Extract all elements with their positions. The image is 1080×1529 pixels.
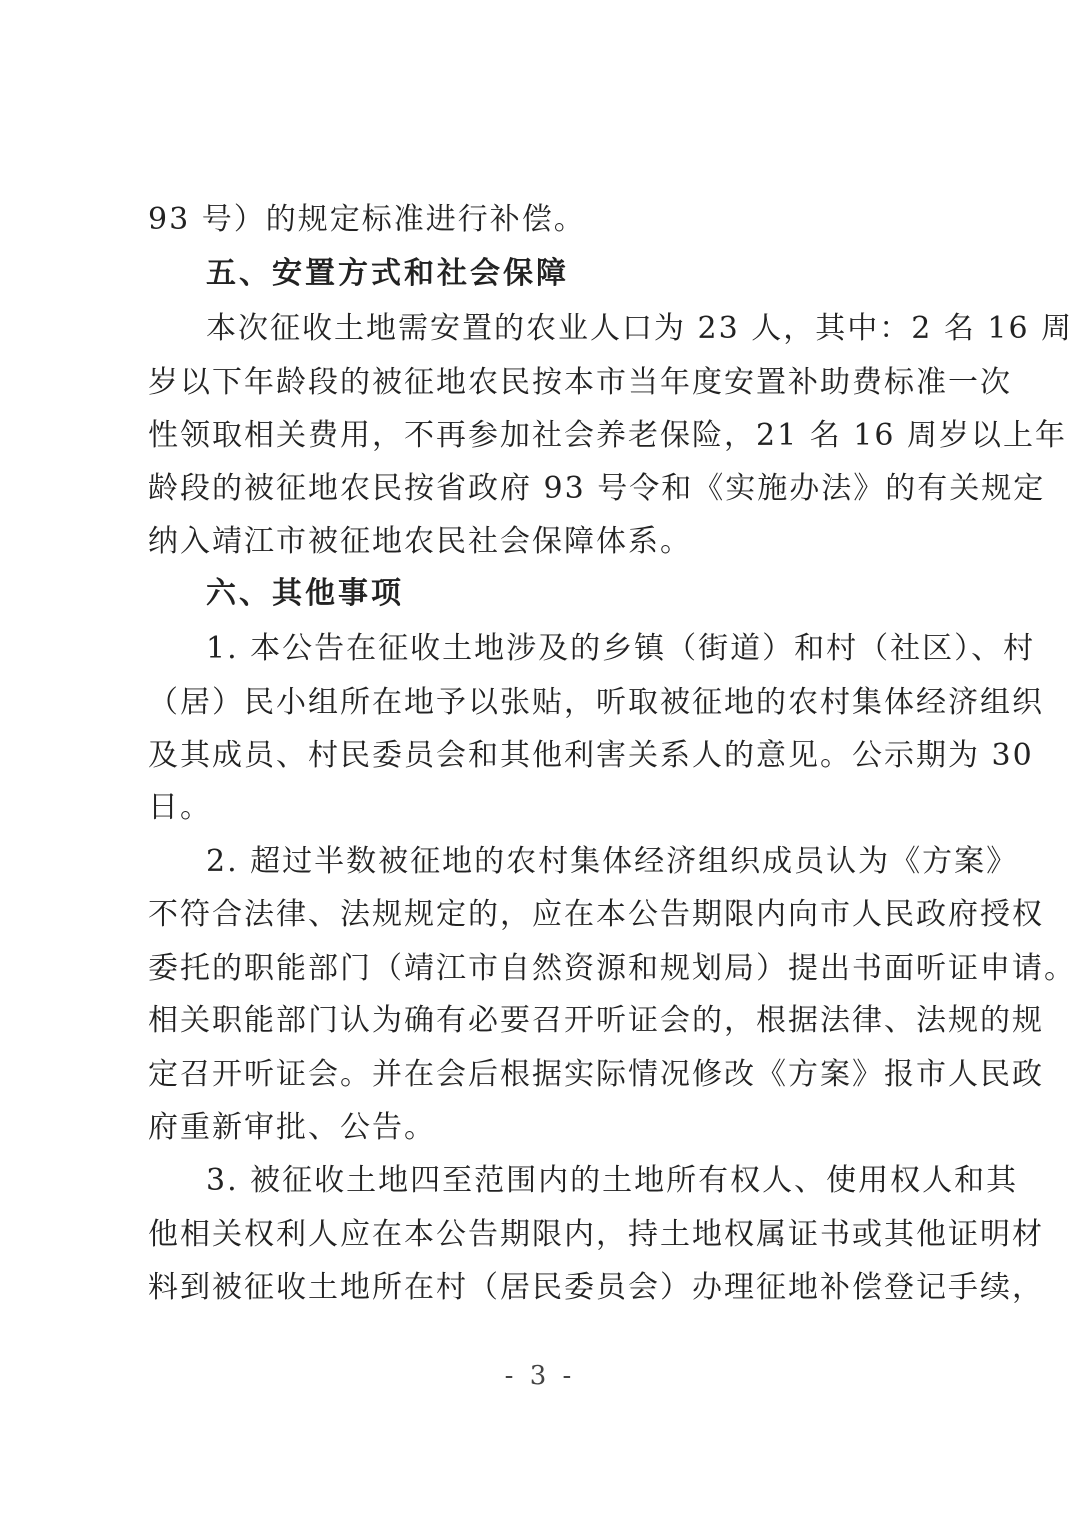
- page-number: - 3 -: [504, 1361, 576, 1391]
- paragraph-line: 纳入靖江市被征地农民社会保障体系。: [148, 524, 692, 559]
- paragraph-line: 相关职能部门认为确有必要召开听证会的，根据法律、法规的规: [148, 1003, 1044, 1038]
- paragraph-line: 不符合法律、法规规定的，应在本公告期限内向市人民政府授权: [148, 897, 1044, 932]
- paragraph-line: 委托的职能部门（靖江市自然资源和规划局）提出书面听证申请。: [148, 951, 1076, 986]
- paragraph-line: 料到被征收土地所在村（居民委员会）办理征地补偿登记手续，: [148, 1270, 1044, 1305]
- paragraph-line: 及其成员、村民委员会和其他利害关系人的意见。公示期为 30: [148, 738, 1034, 773]
- paragraph-line: 府重新审批、公告。: [148, 1110, 436, 1145]
- paragraph-line: 定召开听证会。并在会后根据实际情况修改《方案》报市人民政: [148, 1057, 1044, 1092]
- paragraph-line: 3. 被征收土地四至范围内的土地所有权人、使用权人和其: [206, 1163, 1019, 1198]
- paragraph-line: 龄段的被征地农民按省政府 93 号令和《实施办法》的有关规定: [148, 471, 1046, 506]
- paragraph-line: 93 号）的规定标准进行补偿。: [148, 202, 586, 237]
- paragraph-line: 1. 本公告在征收土地涉及的乡镇（街道）和村（社区）、村: [206, 631, 1036, 666]
- paragraph-line: 本次征收土地需安置的农业人口为 23 人，其中：2 名 16 周: [206, 311, 1074, 346]
- paragraph-line: 他相关权利人应在本公告期限内，持土地权属证书或其他证明材: [148, 1217, 1044, 1252]
- section-heading-resettlement: 五、安置方式和社会保障: [206, 256, 569, 291]
- paragraph-line: 性领取相关费用，不再参加社会养老保险，21 名 16 周岁以上年: [148, 418, 1067, 453]
- paragraph-line: 岁以下年龄段的被征地农民按本市当年度安置补助费标准一次: [148, 365, 1012, 400]
- paragraph-line: （居）民小组所在地予以张贴，听取被征地的农村集体经济组织: [148, 685, 1044, 720]
- paragraph-line: 2. 超过半数被征地的农村集体经济组织成员认为《方案》: [206, 844, 1019, 879]
- paragraph-line: 日。: [148, 790, 212, 825]
- section-heading-other-matters: 六、其他事项: [206, 576, 404, 611]
